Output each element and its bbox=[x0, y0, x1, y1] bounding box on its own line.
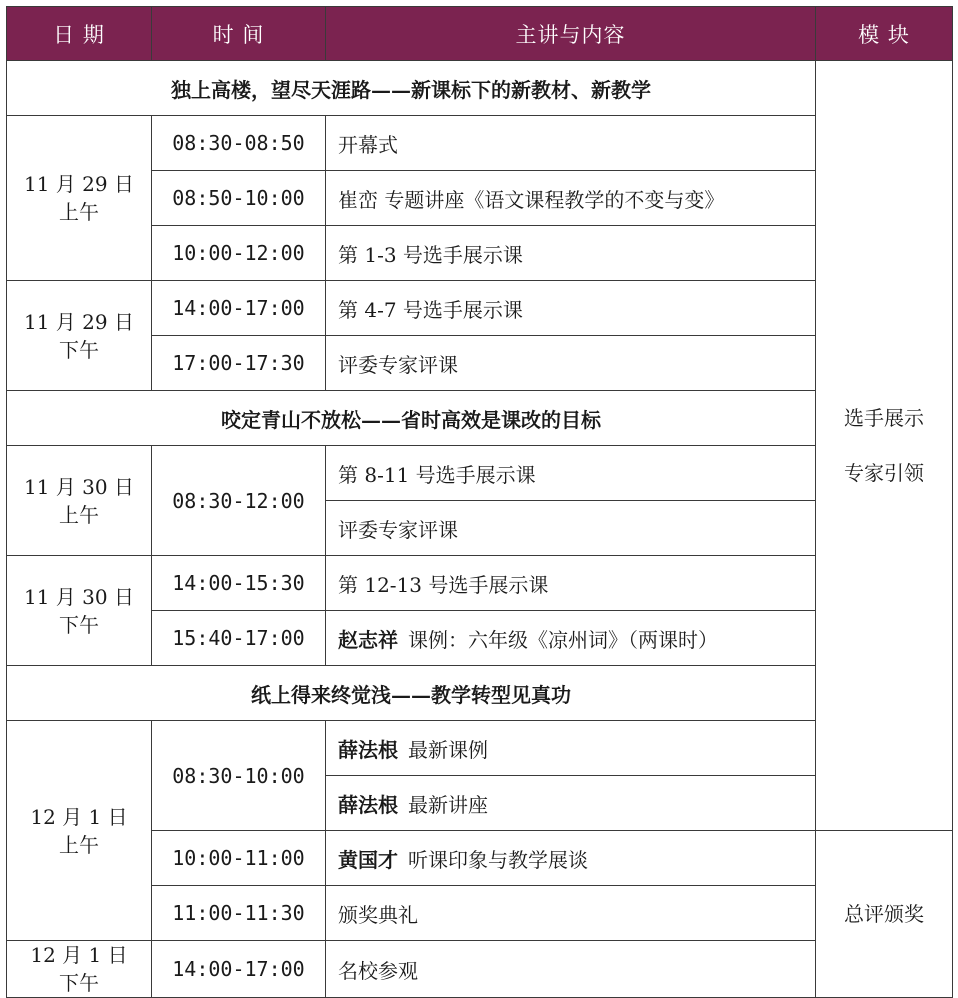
content-cell bbox=[326, 776, 816, 831]
date-cell bbox=[7, 556, 152, 666]
date-period: 上午 bbox=[59, 200, 99, 224]
date-day: 11 月 30 日 bbox=[24, 474, 134, 499]
content-cell bbox=[326, 611, 816, 666]
module-label: 专家引领 bbox=[844, 460, 924, 485]
content-cell bbox=[326, 116, 816, 171]
time-cell: 10:00-11:00 bbox=[152, 831, 326, 886]
table-row bbox=[7, 721, 953, 776]
date-cell bbox=[7, 446, 152, 556]
module-showcase bbox=[816, 61, 953, 831]
module-awards bbox=[816, 831, 953, 998]
table-row bbox=[7, 281, 953, 336]
table-row bbox=[7, 446, 953, 501]
date-day: 11 月 29 日 bbox=[24, 172, 134, 196]
date-cell bbox=[7, 116, 152, 281]
content-text: 颁奖典礼 bbox=[338, 902, 418, 927]
content-cell bbox=[326, 501, 816, 556]
header-content: 主讲与内容 bbox=[326, 7, 816, 61]
table-row bbox=[7, 556, 953, 611]
content-text: 开幕式 bbox=[338, 132, 398, 157]
time-cell: 14:00-17:00 bbox=[152, 281, 326, 336]
header-module: 模 块 bbox=[816, 7, 953, 61]
speaker-name: 赵志祥 bbox=[338, 627, 398, 652]
section-row bbox=[7, 391, 953, 446]
date-day: 11 月 29 日 bbox=[24, 309, 134, 334]
content-cell bbox=[326, 886, 816, 941]
content-text: 最新讲座 bbox=[408, 792, 488, 817]
section-row bbox=[7, 61, 953, 116]
time-cell: 08:30-08:50 bbox=[152, 116, 326, 171]
section-row bbox=[7, 666, 953, 721]
content-cell bbox=[326, 171, 816, 226]
time-cell: 14:00-17:00 bbox=[152, 941, 326, 998]
table-row bbox=[7, 116, 953, 171]
table-row bbox=[7, 941, 953, 998]
content-text: 名校参观 bbox=[338, 958, 418, 983]
content-cell bbox=[326, 721, 816, 776]
date-period: 下午 bbox=[59, 337, 99, 362]
time-cell: 08:50-10:00 bbox=[152, 171, 326, 226]
date-period: 上午 bbox=[59, 832, 99, 857]
time-cell: 15:40-17:00 bbox=[152, 611, 326, 666]
time-cell: 10:00-12:00 bbox=[152, 226, 326, 281]
content-cell bbox=[326, 446, 816, 501]
header-date: 日 期 bbox=[7, 7, 152, 61]
section-title: 纸上得来终觉浅——教学转型见真功 bbox=[7, 666, 816, 721]
content-text: 听课印象与教学展谈 bbox=[408, 847, 588, 872]
date-period: 下午 bbox=[59, 612, 99, 637]
speaker-name: 薛法根 bbox=[338, 737, 398, 762]
content-text: 崔峦 专题讲座《语文课程教学的不变与变》 bbox=[338, 187, 725, 212]
date-period: 下午 bbox=[59, 971, 99, 995]
table-header bbox=[7, 7, 953, 61]
section-title: 咬定青山不放松——省时高效是课改的目标 bbox=[7, 391, 816, 446]
content-cell bbox=[326, 281, 816, 336]
content-text: 第 4-7 号选手展示课 bbox=[338, 297, 523, 322]
module-label: 选手展示 bbox=[844, 405, 924, 430]
time-cell: 08:30-10:00 bbox=[152, 721, 326, 831]
content-text: 最新课例 bbox=[408, 737, 488, 762]
content-text: 评委专家评课 bbox=[338, 352, 458, 377]
content-cell bbox=[326, 831, 816, 886]
date-day: 11 月 30 日 bbox=[24, 584, 134, 609]
date-cell bbox=[7, 941, 152, 998]
content-text: 第 8-11 号选手展示课 bbox=[338, 462, 536, 487]
time-cell: 14:00-15:30 bbox=[152, 556, 326, 611]
section-title: 独上高楼，望尽天涯路——新课标下的新教材、新教学 bbox=[7, 61, 816, 116]
time-cell: 08:30-12:00 bbox=[152, 446, 326, 556]
date-day: 12 月 1 日 bbox=[30, 804, 128, 829]
date-cell bbox=[7, 721, 152, 941]
speaker-name: 薛法根 bbox=[338, 792, 398, 817]
content-text: 第 12-13 号选手展示课 bbox=[338, 572, 549, 597]
module-label: 总评颁奖 bbox=[844, 901, 924, 926]
content-text: 评委专家评课 bbox=[338, 517, 458, 542]
content-text: 课例：六年级《凉州词》（两课时） bbox=[408, 627, 718, 652]
time-cell: 11:00-11:30 bbox=[152, 886, 326, 941]
date-day: 12 月 1 日 bbox=[30, 943, 128, 967]
speaker-name: 黄国才 bbox=[338, 847, 398, 872]
content-cell bbox=[326, 556, 816, 611]
content-cell bbox=[326, 336, 816, 391]
schedule-table bbox=[6, 6, 953, 998]
date-cell bbox=[7, 281, 152, 391]
header-time: 时 间 bbox=[152, 7, 326, 61]
time-cell: 17:00-17:30 bbox=[152, 336, 326, 391]
content-cell bbox=[326, 226, 816, 281]
content-text: 第 1-3 号选手展示课 bbox=[338, 242, 523, 267]
date-period: 上午 bbox=[59, 502, 99, 527]
content-cell bbox=[326, 941, 816, 998]
